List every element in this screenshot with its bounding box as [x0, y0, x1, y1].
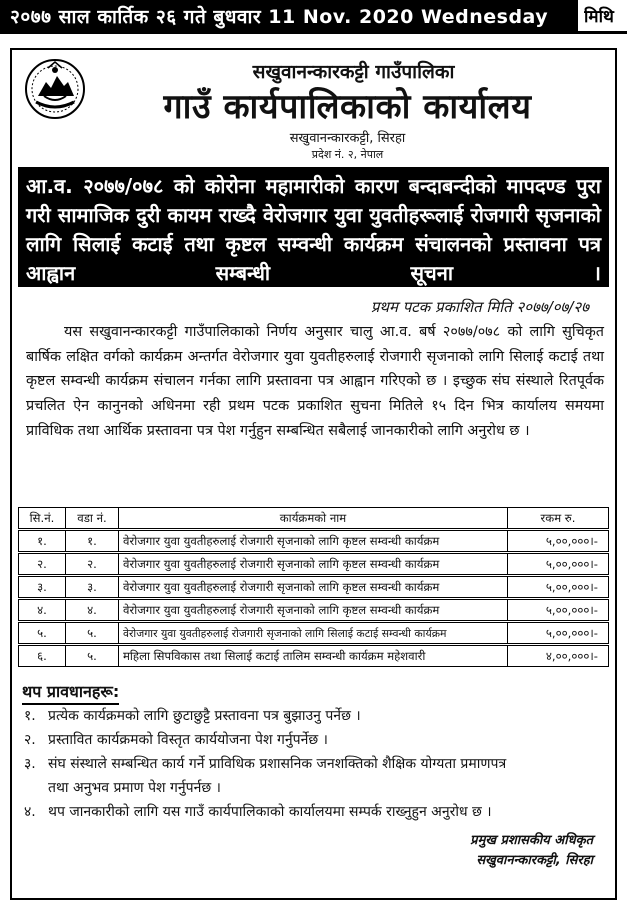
office-name: गाउँ कार्यपालिकाको कार्यालय — [163, 87, 532, 127]
signatory-place: सखुवानन्कारकट्टी, सिरहा — [476, 853, 593, 868]
row-programme-name: वेरोजगार युवा युवतीहरुलाई रोजगारी सृजनाको लागि सिलाई कटाई सम्वन्धी कार्यक्रम — [119, 622, 508, 645]
provision-text: संघ संस्थाले सम्बन्धित कार्य गर्ने प्राविधिक प्रशासनिक जनशक्तिको शैक्षिक योग्यता प्रमाणपत्र — [48, 756, 507, 772]
province-line: प्रदेश नं. २, नेपाल — [311, 148, 384, 161]
row-ward: ४. — [66, 599, 119, 622]
row-amount: ४,००,०००।- — [508, 645, 609, 667]
notice-body-text: यस सखुवानन्कारकट्टी गाउँपालिकाको निर्णय अनुसार चालु आ.व. बर्ष २०७७/०७८ को लागि सुचिकृत बार्षिक लक्षित वर्गको कार्यक्रम अन्तर्गत वेरोजगार युवा युवतीहरुलाई रोजगारी सृजनाको लागि सिलाई कटाई तथा कृष्टल सम्वन्धी कार्यक्रम संचालन गर्नका लागि प्रस्तावना पत्र आह्वान गरिएको छ । इच्छुक संघ संस्थाले रितपूर्वक प्रचलित ऐन कानुनको अधिनमा रही प्रथम पटक प्रकाशित सुचना मितिले १५ दिन भित्र कार्यालय समयमा प्राविधिक तथा आर्थिक प्रस्तावना पत्र पेश गर्नुहुन सम्बन्धित सबैलाई जानकारीको लागि अनुरोध छ । — [26, 324, 604, 439]
provisions-heading: थप प्रावधानहरू: — [22, 682, 120, 701]
header-programme-name: कार्यक्रमको नाम — [119, 508, 508, 530]
provision-item — [24, 752, 604, 800]
provision-item — [24, 800, 604, 824]
provision-number: ४. — [24, 804, 36, 820]
row-programme-name: वेरोजगार युवा युवतीहरुलाई रोजगारी सृजनाको लागि कृष्टल सम्वन्धी कार्यक्रम — [119, 576, 508, 599]
provision-number: १. — [24, 708, 36, 724]
table-row — [19, 622, 609, 645]
notice-title-banner: आ.व. २०७७/०७८ को कोरोना महामारीको कारण बन्दाबन्दीको मापदण्ड पुरा गरी सामाजिक दुरी कायम राख्दै वेरोजगार युवा युवतीहरूलाई रोजगारी सृजनाको लागि सिलाई कटाई तथा कृष्टल सम्वन्धी कार्यक्रम संचालनको प्रस्तावना पत्र आह्वान सम्बन्धी सूचना । — [18, 167, 609, 287]
table-row — [19, 553, 609, 576]
provision-text-continued: तथा अनुभव प्रमाण पेश गर्नुपर्नछ । — [48, 780, 221, 796]
table-row — [19, 599, 609, 622]
row-amount: ५,००,०००।- — [508, 553, 609, 576]
municipality-name: सखुवानन्कारकट्टी गाउँपालिका — [252, 61, 455, 83]
row-ward: १. — [66, 530, 119, 553]
row-ward: ३. — [66, 576, 119, 599]
notice-body — [26, 320, 604, 444]
row-amount: ५,००,०००।- — [508, 599, 609, 622]
programme-table — [18, 507, 609, 667]
provision-text: प्रस्तावित कार्यक्रमको विस्तृत कार्ययोजना पेश गर्नुपर्नेछ । — [48, 732, 328, 748]
row-sn: ५. — [19, 622, 66, 645]
date-line-text: २०७७ साल कार्तिक २६ गते बुधवार 11 Nov. 2020 Wednesday — [0, 0, 578, 31]
table-row — [19, 530, 609, 553]
row-sn: २. — [19, 553, 66, 576]
header-sn: सि.नं. — [19, 508, 66, 530]
row-sn: ६. — [19, 645, 66, 667]
row-ward: ५. — [66, 622, 119, 645]
row-sn: ३. — [19, 576, 66, 599]
row-ward: २. — [66, 553, 119, 576]
date-bar-right-text: मिथि — [584, 7, 614, 27]
row-amount: ५,००,०००।- — [508, 576, 609, 599]
row-programme-name: वेरोजगार युवा युवतीहरुलाई रोजगारी सृजनाको लागि कृष्टल सम्वन्धी कार्यक्रम — [119, 599, 508, 622]
row-ward: ५. — [66, 645, 119, 667]
provision-item — [24, 704, 604, 728]
row-programme-name: वेरोजगार युवा युवतीहरुलाई रोजगारी सृजनाको लागि कृष्टल सम्वन्धी कार्यक्रम — [119, 530, 508, 553]
provision-number: २. — [24, 732, 36, 748]
date-bar — [0, 0, 627, 34]
table-header-row — [19, 508, 609, 530]
signatory-title: प्रमुख प्रशासकीय अधिकृत — [470, 833, 593, 848]
row-programme-name: वेरोजगार युवा युवतीहरुलाई रोजगारी सृजनाको लागि कृष्टल सम्वन्धी कार्यक्रम — [119, 553, 508, 576]
provision-text: थप जानकारीको लागि यस गाउँ कार्यपालिकाको कार्यालयमा सम्पर्क राख्नुहुन अनुरोध छ । — [48, 804, 492, 820]
row-programme-name: महिला सिपविकास तथा सिलाई कटाई तालिम सम्वन्धी कार्यक्रम महेशवारी — [119, 645, 508, 667]
row-sn: १. — [19, 530, 66, 553]
publish-date: प्रथम पटक प्रकाशित मिति २०७७/०७/२७ — [370, 298, 589, 316]
header-ward: वडा नं. — [66, 508, 119, 530]
provision-number: ३. — [24, 756, 36, 772]
table-row — [19, 645, 609, 667]
row-amount: ५,००,०००।- — [508, 530, 609, 553]
office-location: सखुवानन्कारकट्टी, सिरहा — [289, 131, 406, 146]
row-sn: ४. — [19, 599, 66, 622]
header-amount: रकम रु. — [508, 508, 609, 530]
provision-text: प्रत्येक कार्यक्रमको लागि छुटाछुट्टै प्रस्तावना पत्र बुझाउनु पर्नेछ । — [48, 708, 361, 724]
provision-item — [24, 728, 604, 752]
table-row — [19, 576, 609, 599]
row-amount: ५,००,०००।- — [508, 622, 609, 645]
